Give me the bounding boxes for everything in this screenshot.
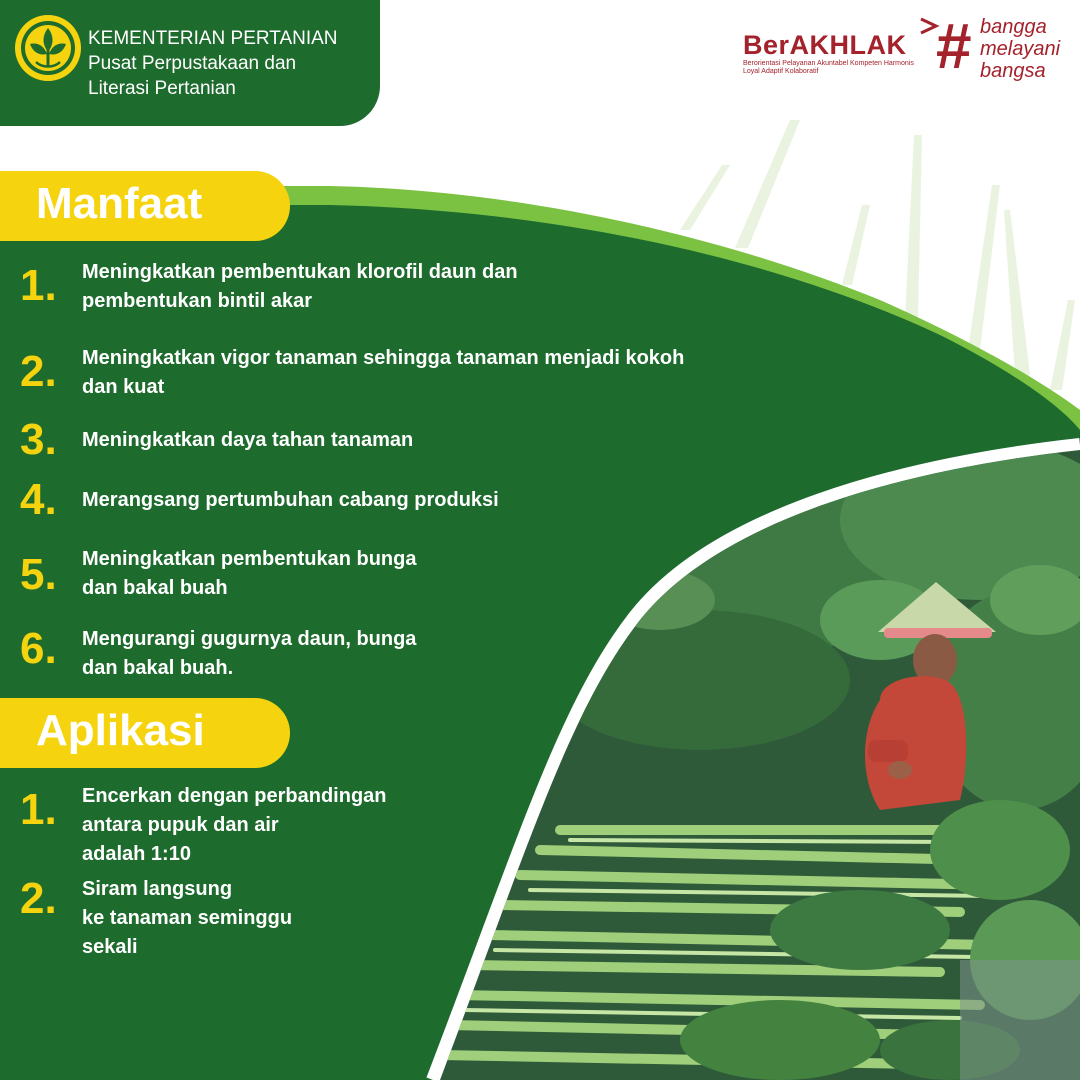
item-text: Encerkan dengan perbandingan antara pupuk dan air adalah 1:10 xyxy=(82,785,387,865)
item-text: Siram langsung ke tanaman seminggu sekali xyxy=(82,878,293,958)
item-number: 1. xyxy=(20,785,57,834)
berakhlak-logo-text: BerAKHLAK xyxy=(743,30,907,60)
org-line-literacy: Literasi Pertanian xyxy=(88,78,236,99)
aplikasi-heading-pill xyxy=(0,698,290,768)
item-number: 4. xyxy=(20,475,57,524)
slogan-line: bangsa xyxy=(980,60,1046,82)
slogan-line: melayani xyxy=(980,38,1061,60)
item-text: Meningkatkan daya tahan tanaman xyxy=(82,429,414,451)
ministry-emblem-icon xyxy=(14,14,82,82)
item-number: 6. xyxy=(20,624,57,673)
item-number: 2. xyxy=(20,347,57,396)
manfaat-heading-pill xyxy=(0,171,290,241)
organization-name xyxy=(88,26,338,101)
header-card xyxy=(0,0,380,126)
berakhlak-branding xyxy=(740,10,1070,84)
item-text: Meningkatkan vigor tanaman sehingga tanaman menjadi kokoh dan kuat xyxy=(82,347,685,398)
item-number: 2. xyxy=(20,874,57,923)
item-text: Merangsang pertumbuhan cabang produksi xyxy=(82,489,499,511)
item-number: 1. xyxy=(20,261,57,310)
slogan-line: bangga xyxy=(980,16,1047,38)
item-text: Meningkatkan pembentukan klorofil daun dan pembentukan bintil akar xyxy=(82,261,518,312)
org-line-center: Pusat Perpustakaan dan xyxy=(88,53,297,74)
item-number: 3. xyxy=(20,415,57,464)
slogan-bangga-melayani-bangsa xyxy=(980,16,1060,82)
hashtag-icon: # xyxy=(936,10,972,82)
aplikasi-heading: Aplikasi xyxy=(36,706,205,755)
org-line-ministry: KEMENTERIAN PERTANIAN xyxy=(88,28,338,49)
item-text: Meningkatkan pembentukan bunga dan bakal buah xyxy=(82,548,417,599)
item-text: Mengurangi gugurnya daun, bunga dan bakal buah. xyxy=(82,628,417,679)
berakhlak-tagline: Berorientasi Pelayanan Akuntabel Kompeten Harmonis Loyal Adaptif Kolaboratif xyxy=(743,60,914,75)
manfaat-heading: Manfaat xyxy=(36,179,203,228)
item-number: 5. xyxy=(20,550,57,599)
